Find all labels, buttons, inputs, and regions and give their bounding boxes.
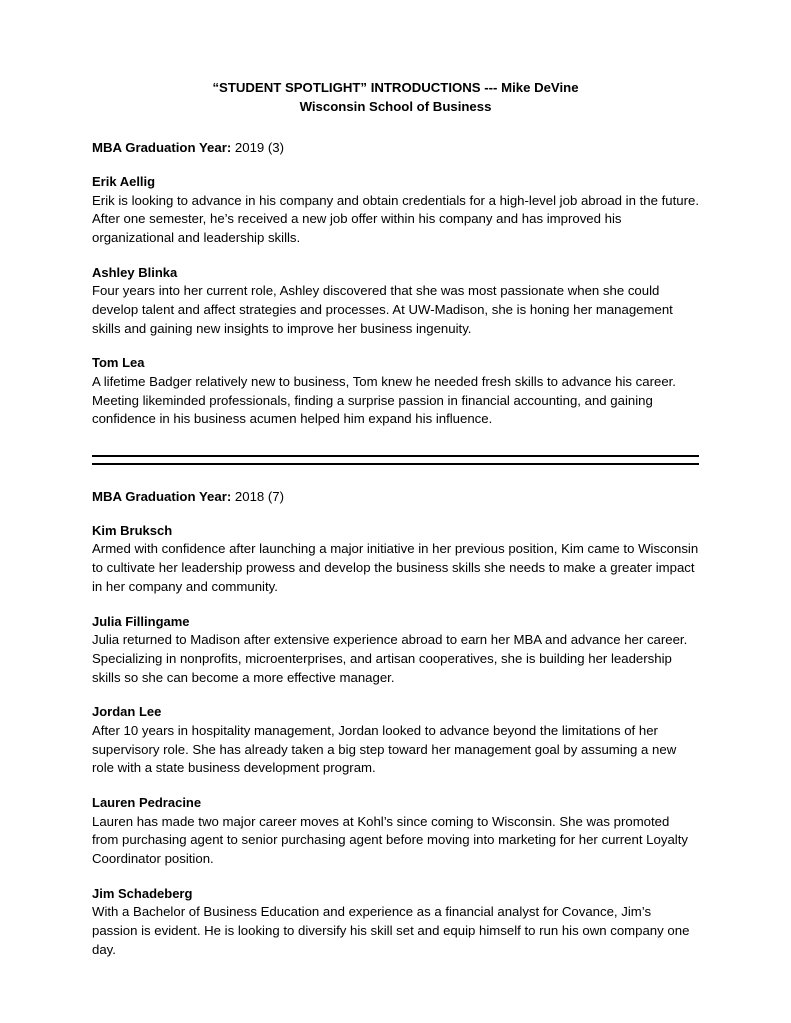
student-bio: Armed with confidence after launching a major initiative in her previous position, Kim came to Wisconsin to cultivate her leadership prowess and develop the business skills she needs to make a greater impact in her company and community. [92, 541, 699, 594]
student-name: Jim Schadeberg [92, 885, 193, 901]
student-entry [92, 884, 699, 960]
section-2019 [92, 138, 699, 429]
student-bio: Julia returned to Madison after extensive experience abroad to earn her MBA and advance her career. Specializing in nonprofits, microenterprises, and artisan cooperatives, she is building her leadership skills so she can become a more effective manager. [92, 632, 688, 685]
student-entry [92, 521, 699, 597]
student-name: Tom Lea [92, 355, 145, 371]
page-title: “STUDENT SPOTLIGHT” INTRODUCTIONS --- Mike DeVine [212, 80, 579, 95]
section-2018 [92, 487, 699, 959]
student-entry [92, 172, 699, 248]
student-name: Erik Aellig [92, 174, 156, 190]
student-entry [92, 793, 699, 869]
student-bio: Lauren has made two major career moves at Kohl’s since coming to Wisconsin. She was promoted from purchasing agent to senior purchasing agent before moving into marketing for her current Loyalty Coordinator position. [92, 813, 688, 867]
student-entry [92, 702, 699, 778]
student-bio: A lifetime Badger relatively new to business, Tom knew he needed fresh skills to advance his career. Meeting likeminded professionals, finding a surprise passion in financial accounting, and gaining confidence in his business acumen helped him expand his influence. [92, 373, 676, 427]
graduation-year-line [92, 487, 699, 507]
page-subtitle: Wisconsin School of Business [299, 99, 492, 115]
graduation-year-value: 2019 (3) [231, 140, 285, 156]
graduation-year-value: 2018 (7) [231, 489, 285, 505]
student-bio: Four years into her current role, Ashley discovered that she was most passionate when she could develop talent and affect strategies and processes. At UW-Madison, she is honing her management skills and gaining new insights to improve her business ingenuity. [92, 283, 673, 336]
graduation-year-label: MBA Graduation Year: [92, 140, 232, 156]
graduation-year-label: MBA Graduation Year: [92, 489, 232, 505]
student-name: Julia Fillingame [92, 613, 190, 629]
student-name: Jordan Lee [92, 704, 162, 720]
student-entry [92, 353, 699, 429]
student-name: Kim Bruksch [92, 522, 173, 538]
student-bio: With a Bachelor of Business Education and experience as a financial analyst for Covance, Jim’s passion is evident. He is looking to diversify his skill set and equip himself to run his own company one day. [92, 904, 690, 957]
student-bio: After 10 years in hospitality management, Jordan looked to advance beyond the limitations of her supervisory role. She has already taken a big step toward her management goal by assuming a new role with a state business development program. [92, 722, 677, 776]
student-name: Lauren Pedracine [92, 795, 202, 811]
student-name: Ashley Blinka [92, 264, 178, 280]
student-entry [92, 612, 699, 688]
student-bio: Erik is looking to advance in his company and obtain credentials for a high-level job abroad in the future. After one semester, he’s received a new job offer within his company and has improved his organizational and leadership skills. [92, 192, 699, 246]
student-entry [92, 263, 699, 339]
section-divider [92, 455, 699, 465]
graduation-year-line [92, 138, 699, 158]
